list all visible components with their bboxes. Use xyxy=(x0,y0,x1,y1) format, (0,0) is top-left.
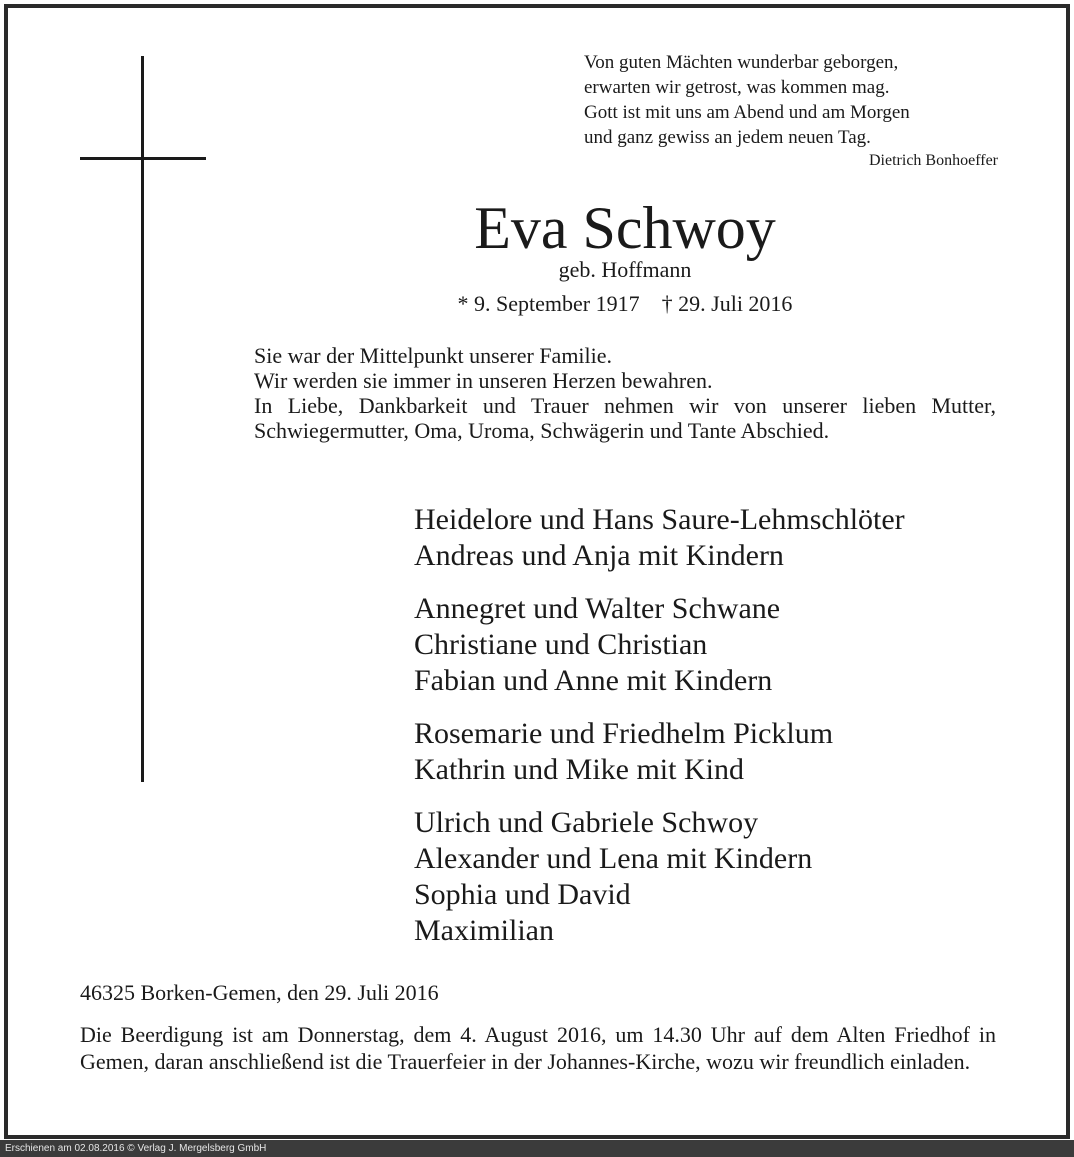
mourner-line: Annegret und Walter Schwane xyxy=(414,592,781,625)
mourner-line: Heidelore und Hans Saure-Lehmschlöter xyxy=(414,503,905,536)
publisher-footer: Erschienen am 02.08.2016 © Verlag J. Mergelsberg GmbH xyxy=(5,1143,267,1154)
mourner-line: Kathrin und Mike mit Kind xyxy=(414,753,744,786)
funeral-notice: Die Beerdigung ist am Donnerstag, dem 4. August 2016, um 14.30 Uhr auf dem Alten Friedhof in Gemen, daran anschließend ist die Trauerfeier in der Johannes-Kirche, wozu wir freundlich einladen. xyxy=(80,1022,996,1074)
message-line: Sie war der Mittelpunkt unserer Familie. xyxy=(254,343,613,368)
death-date: † 29. Juli 2016 xyxy=(661,291,793,316)
life-dates xyxy=(360,289,890,319)
mourner-family xyxy=(414,591,1054,699)
place-date: 46325 Borken-Gemen, den 29. Juli 2016 xyxy=(80,980,439,1005)
cross-icon-bar xyxy=(80,157,206,160)
mourner-family xyxy=(414,716,1054,788)
poem-line: Von guten Mächten wunderbar geborgen, xyxy=(584,52,899,73)
mourner-line: Ulrich und Gabriele Schwoy xyxy=(414,806,759,839)
mourner-family xyxy=(414,805,1054,949)
mourner-line: Andreas und Anja mit Kindern xyxy=(414,539,784,572)
mourner-line: Rosemarie und Friedhelm Picklum xyxy=(414,717,834,750)
mourner-line: Alexander und Lena mit Kindern xyxy=(414,842,813,875)
cross-icon xyxy=(141,56,144,782)
poem-line: erwarten wir getrost, was kommen mag. xyxy=(584,77,890,98)
mourner-line: Fabian und Anne mit Kindern xyxy=(414,664,773,697)
mourners-list xyxy=(414,502,1054,966)
mourner-line: Christiane und Christian xyxy=(414,628,708,661)
message-paragraph: In Liebe, Dankbarkeit und Trauer nehmen wir von unserer lieben Mutter, Schwiegermutter, Oma, Uroma, Schwägerin und Tante Abschied. xyxy=(254,393,996,443)
birth-name: geb. Hoffmann xyxy=(558,257,692,282)
poem-quote xyxy=(584,50,1004,150)
poem-line: Gott ist mit uns am Abend und am Morgen xyxy=(584,102,910,123)
mourner-family xyxy=(414,502,1054,574)
message-line: Wir werden sie immer in unseren Herzen bewahren. xyxy=(254,368,713,393)
deceased-name: Eva Schwoy xyxy=(474,195,776,261)
poem-author: Dietrich Bonhoeffer xyxy=(869,152,998,169)
farewell-message xyxy=(254,343,996,443)
mourner-line: Maximilian xyxy=(414,914,554,947)
poem-line: und ganz gewiss an jedem neuen Tag. xyxy=(584,127,871,148)
mourner-line: Sophia und David xyxy=(414,878,631,911)
birth-date: * 9. September 1917 xyxy=(457,291,640,316)
